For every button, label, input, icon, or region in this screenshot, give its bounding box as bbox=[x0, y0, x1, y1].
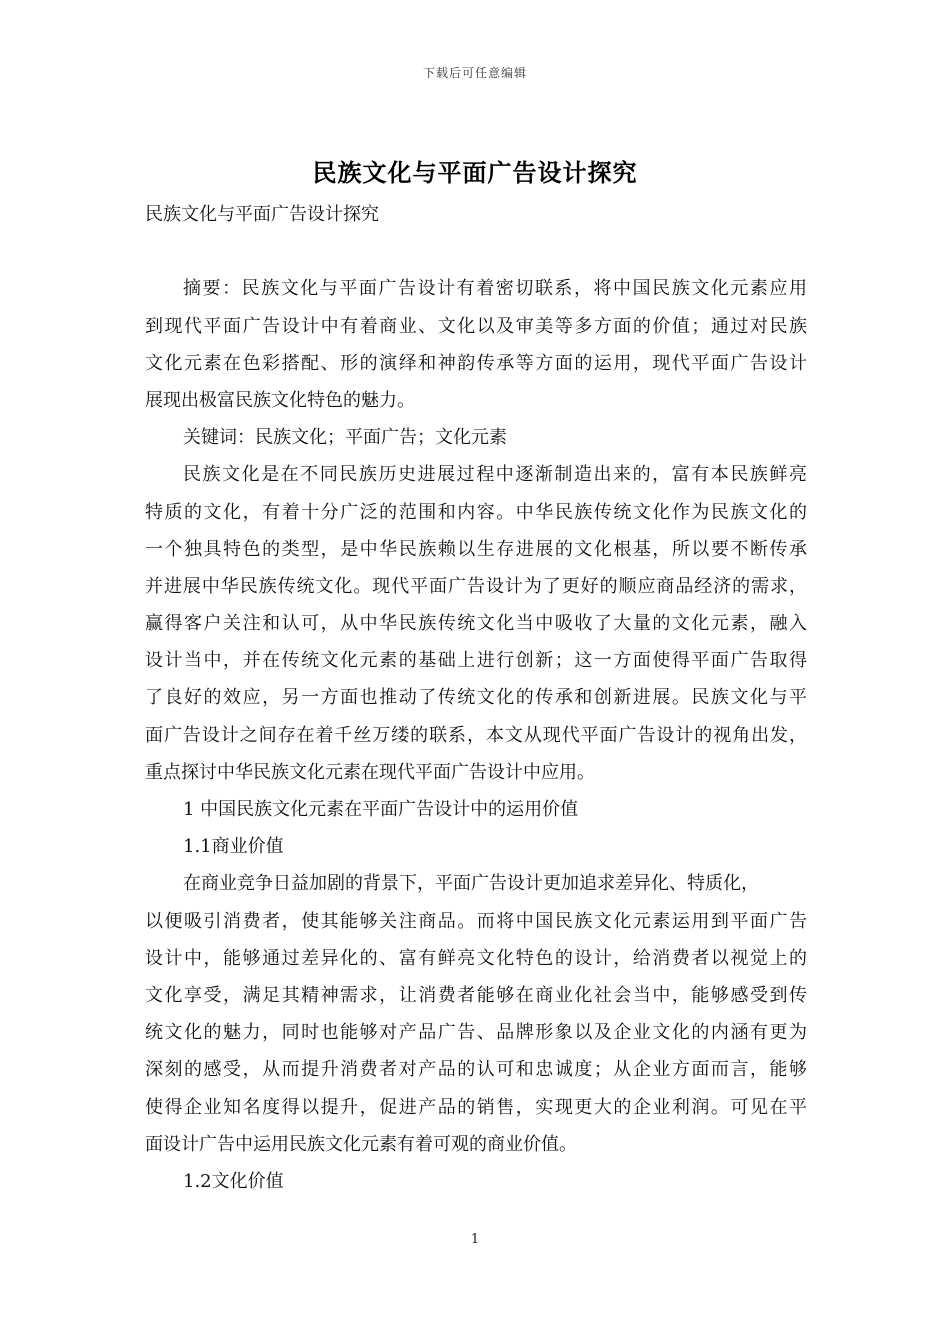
paragraph-line: 设计中，能够通过差异化的、富有鲜亮文化特色的设计，给消费者以视觉上的 bbox=[145, 947, 807, 969]
intro-paragraph bbox=[145, 456, 807, 791]
intro-line: 设计当中，并在传统文化元素的基础上进行创新；这一方面使得平面广告取得 bbox=[145, 650, 807, 672]
paragraph-line: 统文化的魅力，同时也能够对产品广告、品牌形象以及企业文化的内涵有更为 bbox=[145, 1022, 807, 1044]
intro-line: 特质的文化，有着十分广泛的范围和内容。中华民族传统文化作为民族文化的 bbox=[145, 501, 807, 523]
intro-line: 了良好的效应，另一方面也推动了传统文化的传承和创新进展。民族文化与平 bbox=[145, 687, 807, 709]
paragraph-line: 面设计广告中运用民族文化元素有着可观的商业价值。 bbox=[145, 1133, 577, 1155]
paragraph-line: 深刻的感受，从而提升消费者对产品的认可和忠诚度；从企业方面而言，能够 bbox=[145, 1059, 807, 1081]
section-heading: 1 中国民族文化元素在平面广告设计中的运用价值 bbox=[183, 799, 579, 820]
header-note: 下载后可任意编辑 bbox=[422, 66, 527, 80]
subsection-heading: 1.1商业价值 bbox=[183, 836, 284, 858]
paragraph-line: 以便吸引消费者，使其能够关注商品。而将中国民族文化元素运用到平面广告 bbox=[145, 910, 807, 932]
subtitle: 民族文化与平面广告设计探究 bbox=[145, 204, 379, 225]
document-body bbox=[145, 196, 807, 1200]
intro-line: 民族文化是在不同民族历史进展过程中逐渐制造出来的，富有本民族鲜亮 bbox=[183, 464, 807, 486]
subsection-heading: 1.2文化价值 bbox=[183, 1170, 284, 1192]
abstract-line: 摘要：民族文化与平面广告设计有着密切联系，将中国民族文化元素应用 bbox=[183, 278, 807, 300]
keywords-line: 关键词：民族文化；平面广告；文化元素 bbox=[183, 427, 507, 449]
blank-line bbox=[145, 233, 807, 270]
abstract-line: 展现出极富民族文化特色的魅力。 bbox=[145, 389, 415, 411]
paragraph-line: 使得企业知名度得以提升，促进产品的销售，实现更大的企业利润。可见在平 bbox=[145, 1096, 807, 1118]
paragraph-line: 文化享受，满足其精神需求，让消费者能够在商业化社会当中，能够感受到传 bbox=[145, 984, 807, 1006]
abstract-line: 文化元素在色彩搭配、形的演绎和神韵传承等方面的运用，现代平面广告设计 bbox=[145, 352, 807, 374]
paragraph-line: 在商业竞争日益加剧的背景下，平面广告设计更加追求差异化、特质化， bbox=[183, 873, 759, 895]
intro-line: 并进展中华民族传统文化。现代平面广告设计为了更好的顺应商品经济的需求， bbox=[145, 575, 807, 597]
document-title: 民族文化与平面广告设计探究 bbox=[312, 158, 638, 187]
abstract-paragraph bbox=[145, 270, 807, 419]
intro-line: 重点探讨中华民族文化元素在现代平面广告设计中应用。 bbox=[145, 761, 595, 783]
abstract-line: 到现代平面广告设计中有着商业、文化以及审美等多方面的价值；通过对民族 bbox=[145, 315, 807, 337]
intro-line: 赢得客户关注和认可，从中华民族传统文化当中吸收了大量的文化元素，融入 bbox=[145, 613, 807, 635]
commercial-value-paragraph bbox=[145, 865, 807, 1163]
page-number: 1 bbox=[470, 1232, 480, 1247]
intro-line: 一个独具特色的类型，是中华民族赖以生存进展的文化根基，所以要不断传承 bbox=[145, 538, 807, 560]
intro-line: 面广告设计之间存在着千丝万缕的联系，本文从现代平面广告设计的视角出发， bbox=[145, 724, 807, 746]
